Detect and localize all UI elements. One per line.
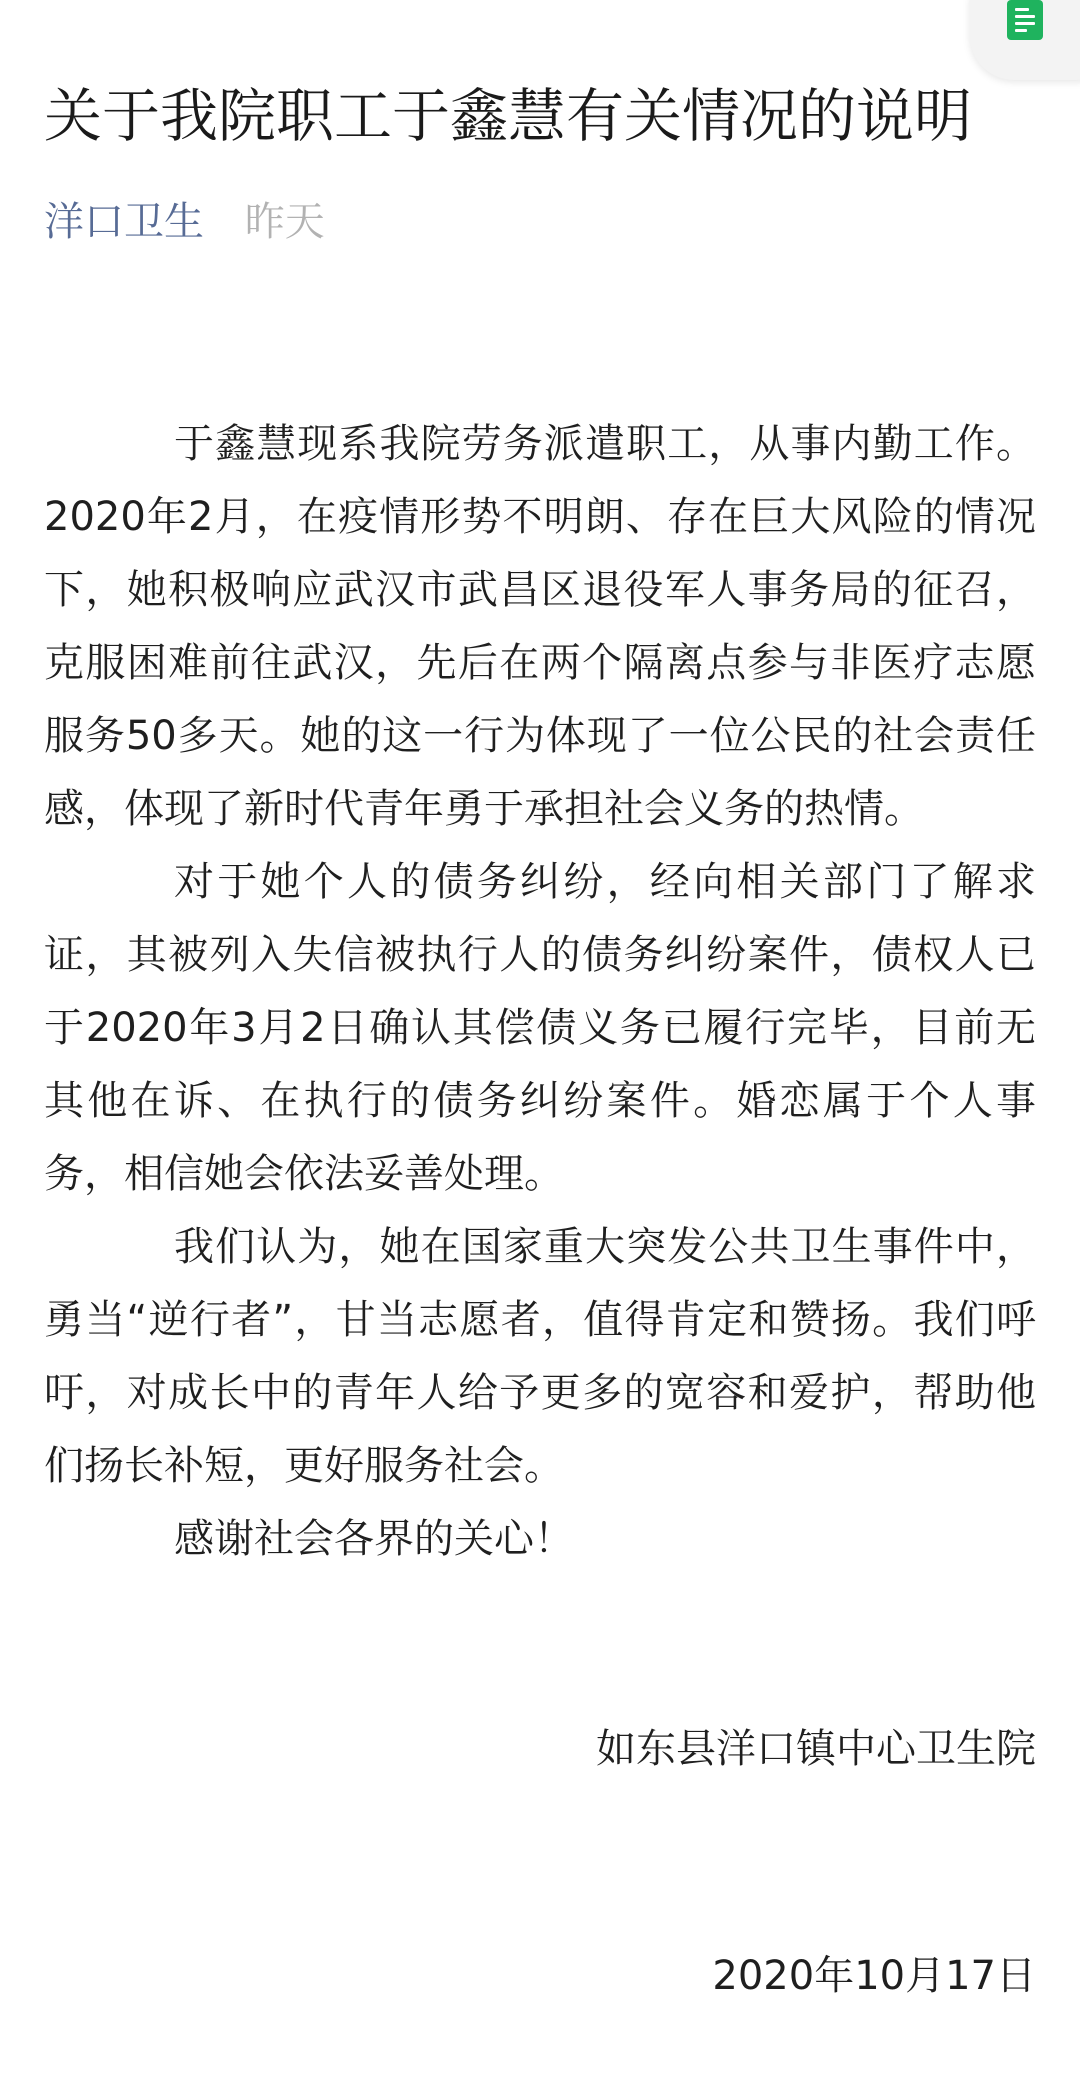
publish-date: 昨天: [244, 199, 325, 245]
author-link[interactable]: 洋口卫生: [44, 199, 204, 245]
signature: 如东县洋口镇中心卫生院: [596, 1726, 1036, 1772]
article-title: 关于我院职工于鑫慧有关情况的说明: [44, 82, 973, 150]
article-meta: [44, 196, 325, 248]
paragraph: 于鑫慧现系我院劳务派遣职工，从事内勤工作。2020年2月，在疫情形势不明朗、存在巨大风险的情况下，她积极响应武汉市武昌区退役军人事务局的征召，克服困难前往武汉，先后在两个隔离点参与非医疗志愿服务50多天。她的这一行为体现了一位公民的社会责任感，体现了新时代青年勇于承担社会义务的热情。: [44, 421, 1036, 832]
note-icon[interactable]: [1007, 0, 1043, 40]
paragraph: 感谢社会各界的关心！: [174, 1516, 574, 1562]
paragraph: 对于她个人的债务纠纷，经向相关部门了解求证，其被列入失信被执行人的债务纠纷案件，债权人已于2020年3月2日确认其偿债义务已履行完毕，目前无其他在诉、在执行的债务纠纷案件。婚恋属于个人事务，相信她会依法妥善处理。: [44, 859, 1036, 1197]
signature-date: 2020年10月17日: [712, 1953, 1036, 1999]
paragraph: 我们认为，她在国家重大突发公共卫生事件中，勇当“逆行者”，甘当志愿者，值得肯定和赞扬。我们呼吁，对成长中的青年人给予更多的宽容和爱护，帮助他们扬长补短，更好服务社会。: [44, 1224, 1036, 1489]
article-body: [44, 408, 1036, 1576]
